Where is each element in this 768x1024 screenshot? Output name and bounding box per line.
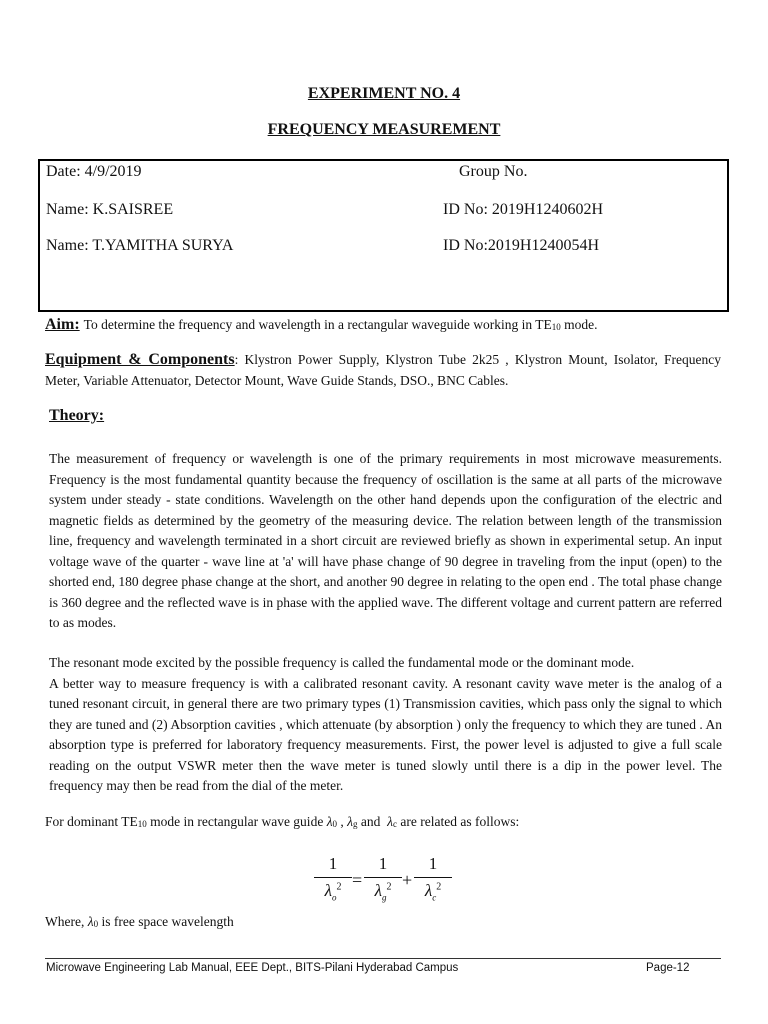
fraction-lambda-g <box>364 854 402 903</box>
dominant-text-3: are related as follows: <box>397 814 520 829</box>
student-info-box <box>38 159 729 312</box>
dominant-and: and <box>357 814 388 829</box>
page-number: Page-12 <box>646 962 690 974</box>
name-field-2: Name: T.YAMITHA SURYA <box>46 237 234 254</box>
denominator: $\lambda_c^2$ <box>424 881 442 903</box>
where-lambda: λ <box>87 914 94 929</box>
footer-left-text: Microwave Engineering Lab Manual, EEE Dept., BITS-Pilani Hyderabad Campus <box>46 962 459 974</box>
group-field: Group No. <box>459 163 528 180</box>
dominant-comma: , <box>337 814 348 829</box>
aim-line <box>45 316 598 334</box>
theory-paragraph-2 <box>49 653 722 797</box>
lambda-0: λ <box>326 814 333 829</box>
date-field: Date: 4/9/2019 <box>46 163 142 180</box>
lambda-c-sub: c <box>393 819 398 829</box>
equals-sign: = <box>352 870 363 890</box>
aim-label: Aim: <box>45 316 80 333</box>
theory-paragraph-1 <box>49 449 722 634</box>
lambda-g: λ <box>347 814 354 829</box>
numerator: 1 <box>428 854 438 873</box>
theory-heading: Theory: <box>49 407 105 424</box>
numerator: 1 <box>328 854 338 873</box>
theory-text-2b: A better way to measure frequency is with a calibrated resonant cavity. A resonant cavity wave meter is the analog of a tuned resonant circuit, in general there are two primary types (1) Transmission cavities, which pass only the signal to which they are tuned and (2) Absorption cavities , which attenuate (by absorption ) only the frequency to which they are tuned . An absorption type is preferred for laboratory frequency measurements. First, the power level is adjusted to give a full scale reading on the output VSWR meter then the wave meter is tuned slowly until there is a dip in the power level. The frequency may then be read from the dial of the meter. <box>49 675 722 793</box>
where-text-2: is free space wavelength <box>98 914 234 929</box>
experiment-subject: FREQUENCY MEASUREMENT <box>267 121 501 138</box>
plus-sign: + <box>402 870 413 890</box>
denominator: $\lambda_o^2$ <box>324 881 342 903</box>
fraction-lambda-c <box>414 854 452 903</box>
where-lambda-sub: 0 <box>93 919 99 929</box>
where-text-1: Where, <box>45 914 88 929</box>
footer-divider <box>45 958 721 959</box>
equipment-paragraph <box>45 349 721 391</box>
theory-text-1: The measurement of frequency or wavelength is one of the primary requirements in most microwave measurements. Frequency is the most fundamental quantity because the frequency of oscillation is the same at all parts of the microwave system under steady - state conditions. Wavelength on the other hand depends upon the configuration of the electric and magnetic fields as determined by the geometry of the measuring device. The relation between length of the transmission line, frequency and wavelength terminated in a short circuit are reviewed briefly as shown in experimental setup. An input voltage wave of the quarter - wave line at 'a' will have phase change of 90 degree in traveling from the input (open) to the shorted end, 180 degree phase change at the short, and another 90 degree in relating to the open end . The total phase change is 360 degree and the reflected wave is in phase with the applied wave. The different voltage and current pattern are referred to as modes. <box>49 451 723 630</box>
numerator: 1 <box>378 854 388 873</box>
where-line <box>45 914 234 930</box>
lambda-0-sub: 0 <box>332 819 338 829</box>
experiment-title: EXPERIMENT NO. 4 <box>307 85 461 102</box>
equipment-text: : Klystron Power Supply, Klystron Tube 2k25 , Klystron Mount, Isolator, Frequency Meter, Variable Attenuator, Detector Mount, Wave Guide Stands, DSO., BNC Cables. <box>45 352 721 388</box>
lambda-c: λ <box>387 814 394 829</box>
dominant-subscript: 10 <box>137 819 147 829</box>
denominator: $\lambda_g^2$ <box>374 881 392 903</box>
dominant-mode-line <box>45 814 519 830</box>
aim-text-end: mode. <box>560 317 598 332</box>
aim-text: To determine the frequency and wavelength in a rectangular waveguide working in TE <box>83 317 552 332</box>
fraction-lambda-o <box>314 854 352 903</box>
aim-subscript: 10 <box>551 322 561 332</box>
dominant-text-2: mode in rectangular wave guide <box>146 814 327 829</box>
lambda-g-sub: g <box>353 819 358 829</box>
dominant-text-1: For dominant TE <box>45 814 138 829</box>
theory-text-2a: The resonant mode excited by the possible frequency is called the fundamental mode or the dominant mode. <box>49 655 635 670</box>
id-field-1: ID No: 2019H1240602H <box>443 201 603 218</box>
name-field-1: Name: K.SAISREE <box>46 201 174 218</box>
equipment-label: Equipment & Components <box>45 351 235 368</box>
id-field-2: ID No:2019H1240054H <box>443 237 599 254</box>
